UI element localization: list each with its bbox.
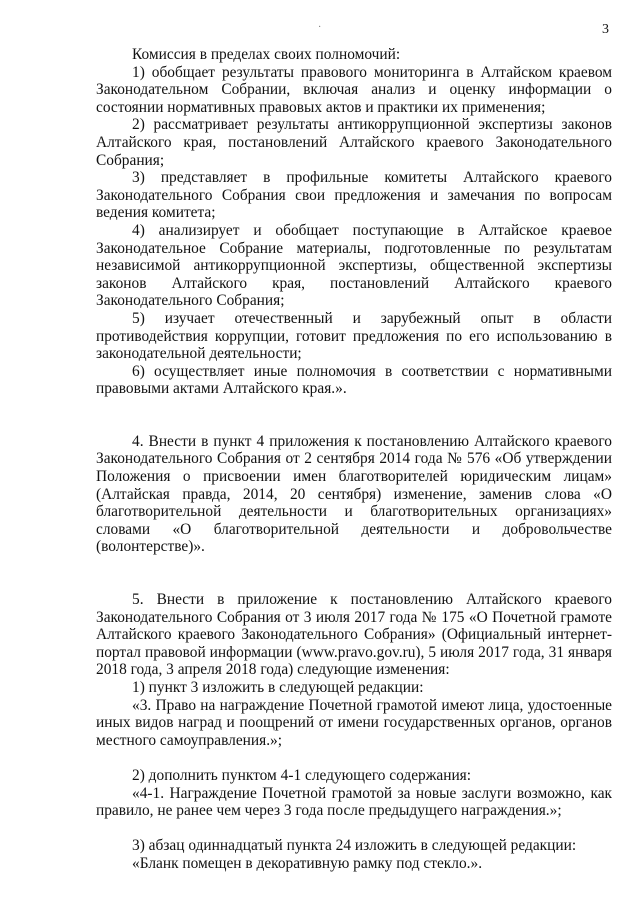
section-5-item-2-text: «4-1. Награждение Почетной грамотой за новые заслуги возможно, как правило, не ранее чем через 3 года после предыдущего награждения.»;	[96, 784, 612, 820]
power-item-6: 6) осуществляет иные полномочия в соответствии с нормативными правовыми актами Алтайского края.».	[96, 362, 612, 398]
document-body	[96, 46, 612, 873]
power-item-3: 3) представляет в профильные комитеты Алтайского краевого Законодательного Собрания свои предложения и замечания по вопросам ведения комитета;	[96, 169, 612, 222]
section-5-item-2: 2) дополнить пунктом 4-1 следующего содержания:	[132, 766, 472, 784]
section-4-paragraph: 4. Внести в пункт 4 приложения к постановлению Алтайского краевого Законодательного Собрания от 2 сентября 2014 года № 576 «Об утверждении Положения о присвоении имен благотворителей юридическим лицам» (Алтайская правда, 2014, 20 сентября) изменение, заменив слова «О благотворительной деятельности и благотворительных организациях» словами «О благотворительной деятельности и добровольчестве (волонтерстве)».	[96, 432, 612, 556]
scan-mark: ·	[318, 22, 322, 33]
section-5-paragraph: 5. Внести в приложение к постановлению Алтайского краевого Законодательного Собрания от 3 июля 2017 года № 175 «О Почетной грамоте Алтайского краевого Законодательного Собрания» (Официальный интернет-портал правовой информации (www.pravo.gov.ru), 5 июля 2017 года, 31 января 2018 года, 3 апреля 2018 года) следующие изменения:	[96, 591, 612, 679]
power-item-4: 4) анализирует и обобщает поступающие в Алтайское краевое Законодательное Собрание материалы, подготовленные по результатам независимой антикоррупционной экспертизы, общественной экспертизы законов Алтайского края, постановлений Алтайского краевого Законодательного Собрания;	[96, 221, 612, 310]
commission-powers-intro: Комиссия в пределах своих полномочий:	[132, 46, 401, 63]
section-5-item-3: 3) абзац одиннадцатый пункта 24 изложить в следующей редакции:	[132, 837, 577, 855]
section-5-item-3-text: «Бланк помещен в декоративную рамку под стекло.».	[132, 854, 483, 872]
power-item-5: 5) изучает отечественный и зарубежный опыт в области противодействия коррупции, готовит предложения по его использованию в законодательной деятельности;	[96, 309, 612, 363]
page-number: 3	[602, 22, 609, 37]
power-item-1: 1) обобщает результаты правового мониторинга в Алтайском краевом Законодательном Собрании, включая анализ и оценку информации о состоянии нормативных правовых актов и практики их применения;	[96, 63, 612, 116]
power-item-2: 2) рассматривает результаты антикоррупционной экспертизы законов Алтайского края, постановлений Алтайского краевого Законодательного Собрания;	[96, 116, 612, 169]
section-5-item-1: 1) пункт 3 изложить в следующей редакции:	[132, 679, 424, 696]
section-5-item-1-text: «3. Право на награждение Почетной грамотой имеют лица, удостоенные иных видов наград и поощрений от имени государственных органов, органов местного самоуправления.»;	[96, 696, 612, 749]
